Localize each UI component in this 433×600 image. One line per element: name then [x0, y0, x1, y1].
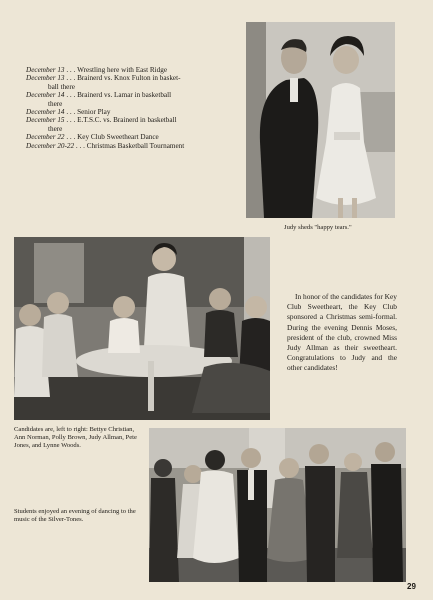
calendar-event: Brainerd vs. Knox Fulton in basket-	[77, 74, 181, 83]
caption-photo-candidates: Candidates are, left to right: Bettye Christian, Ann Norman, Polly Brown, Judy Allman, Pete Jones, and Lynne Woods.	[14, 426, 137, 450]
photo-candidates-image	[14, 237, 270, 420]
calendar-date: December 15	[26, 116, 65, 125]
calendar-entry	[26, 108, 236, 116]
calendar-event: Senior Play	[77, 108, 111, 117]
caption-photo-dancing: Students enjoyed an evening of dancing to the music of the Silver-Tones.	[14, 508, 136, 524]
calendar-entry	[26, 142, 236, 150]
calendar-list	[26, 66, 236, 150]
calendar-event: Brainerd vs. Lamar in basketball	[77, 91, 172, 100]
calendar-separator: . . .	[64, 66, 78, 74]
calendar-entry	[26, 91, 236, 99]
calendar-separator: . . .	[64, 74, 78, 83]
calendar-event-continued: there	[48, 124, 63, 133]
page-number: 29	[407, 582, 416, 591]
calendar-separator: . . .	[74, 141, 87, 150]
calendar-event: Wrestling here with East Ridge	[77, 66, 168, 74]
calendar-date: December 13	[26, 66, 65, 74]
photo-dancing-image	[149, 428, 406, 582]
calendar-event-continued: ball there	[48, 82, 75, 91]
calendar-date: December 14	[26, 91, 65, 100]
calendar-entry	[26, 66, 236, 74]
calendar-separator: . . .	[64, 116, 78, 125]
photo-couple	[246, 22, 395, 218]
calendar-separator: . . .	[64, 133, 78, 142]
photo-candidates	[14, 237, 270, 420]
calendar-date: December 14	[26, 108, 65, 117]
calendar-date: December 20-22	[26, 141, 75, 150]
calendar-entry	[26, 116, 236, 124]
calendar-date: December 22	[26, 133, 65, 142]
calendar-date: December 13	[26, 74, 65, 83]
calendar-event: Christmas Basketball Tournament	[86, 141, 185, 150]
calendar-entry	[26, 133, 236, 141]
calendar-separator: . . .	[64, 108, 78, 117]
calendar-event-continued: there	[48, 99, 63, 108]
article-text: In honor of the candidates for Key Club Sweetheart, the Key Club sponsored a Christmas semi-formal. During the evening Dennis Moses, president of the club, crowned Miss Judy Allman as their sweetheart. Congratulations to Judy and the other candidates!	[287, 292, 397, 373]
calendar-event: Key Club Sweetheart Dance	[77, 133, 159, 142]
photo-dancing	[149, 428, 406, 582]
calendar-entry	[26, 74, 236, 82]
photo-couple-image	[246, 22, 395, 218]
calendar-separator: . . .	[64, 91, 78, 100]
calendar-event: E.T.S.C. vs. Brainerd in basketball	[77, 116, 177, 125]
caption-photo-couple: Judy sheds "happy tears."	[284, 224, 352, 231]
